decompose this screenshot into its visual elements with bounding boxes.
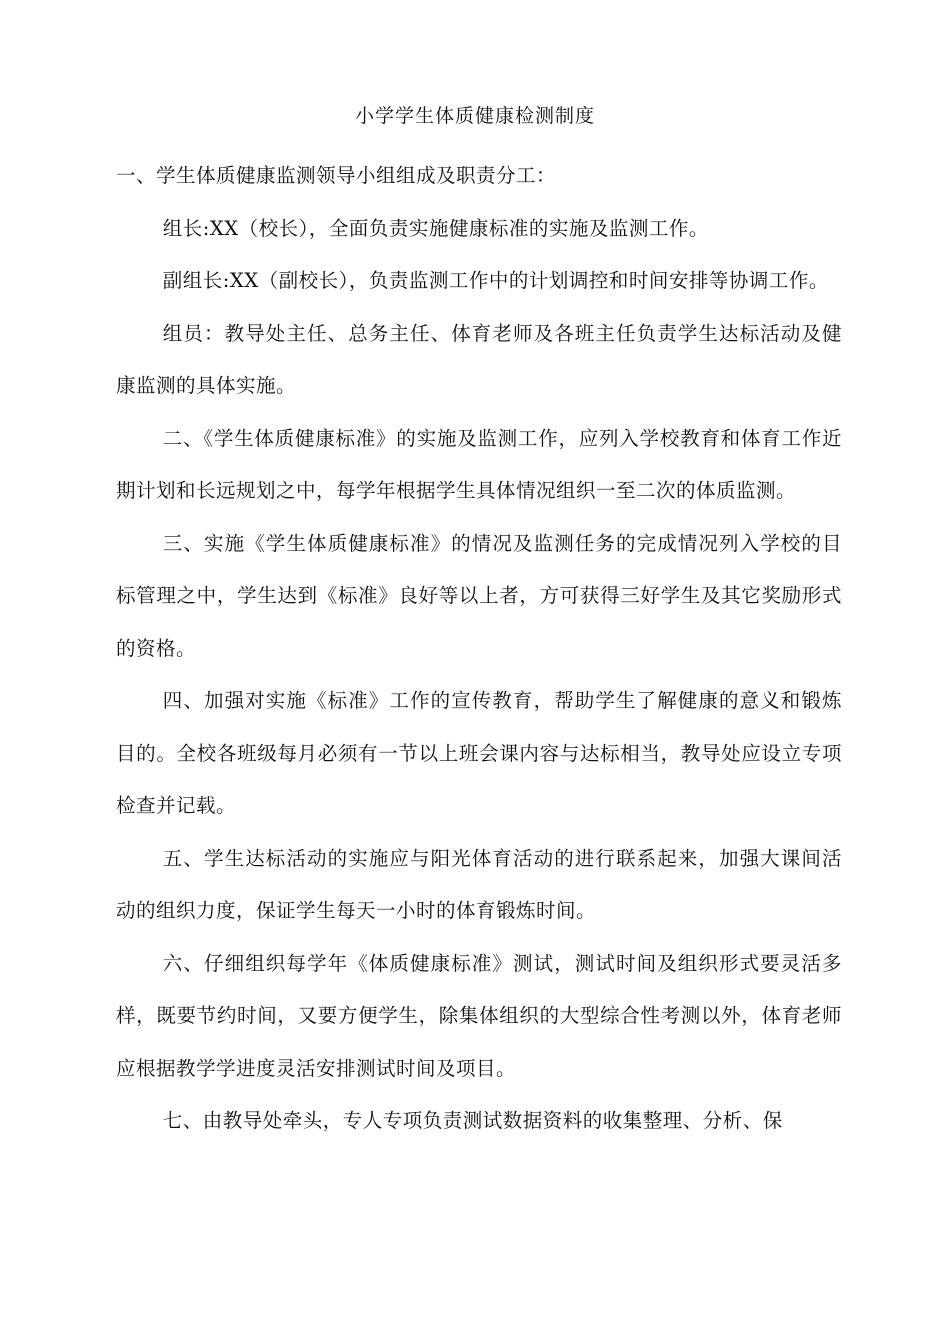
paragraph-leader: 组长:XX（校长），全面负责实施健康标准的实施及监测工作。 bbox=[162, 216, 709, 240]
paragraph-section-5: 五、学生达标活动的实施应与阳光体育活动的进行联系起来，加强大课间活动的组织力度，保证学生每天一小时的体育锻炼时间。 bbox=[116, 846, 842, 922]
paragraph-section-7: 七、由教导处牵头，专人专项负责测试数据资料的收集整理、分析、保 bbox=[162, 1109, 783, 1132]
paragraph-section-6: 六、仔细组织每学年《体质健康标准》测试，测试时间及组织形式要灵活多样，既要节约时间，又要方便学生，除集体组织的大型综合性考测以外，体育老师应根据教学学进度灵活安排测试时间及项目。 bbox=[116, 951, 842, 1080]
document-title: 小学学生体质健康检测制度 bbox=[354, 105, 595, 127]
paragraph-section-2: 二、《学生体质健康标准》的实施及监测工作，应列入学校教育和体育工作近期计划和长远规划之中，每学年根据学生具体情况组织一至二次的体质监测。 bbox=[116, 426, 842, 502]
section-1-heading: 一、学生体质健康监测领导小组组成及职责分工： bbox=[116, 164, 557, 187]
paragraph-members: 组员：教导处主任、总务主任、体育老师及各班主任负责学生达标活动及健康监测的具体实施。 bbox=[116, 321, 842, 397]
paragraph-section-4: 四、加强对实施《标准》工作的宣传教育，帮助学生了解健康的意义和锻炼目的。全校各班级每月必须有一节以上班会课内容与达标相当，教导处应设立专项检查并记载。 bbox=[116, 689, 842, 817]
document-body bbox=[116, 150, 842, 1148]
paragraph-section-3: 三、实施《学生体质健康标准》的情况及监测任务的完成情况列入学校的目标管理之中，学生达到《标准》良好等以上者，方可获得三好学生及其它奖励形式的资格。 bbox=[116, 531, 842, 660]
paragraph-deputy-leader: 副组长:XX（副校长），负责监测工作中的计划调控和时间安排等协调工作。 bbox=[162, 269, 829, 292]
